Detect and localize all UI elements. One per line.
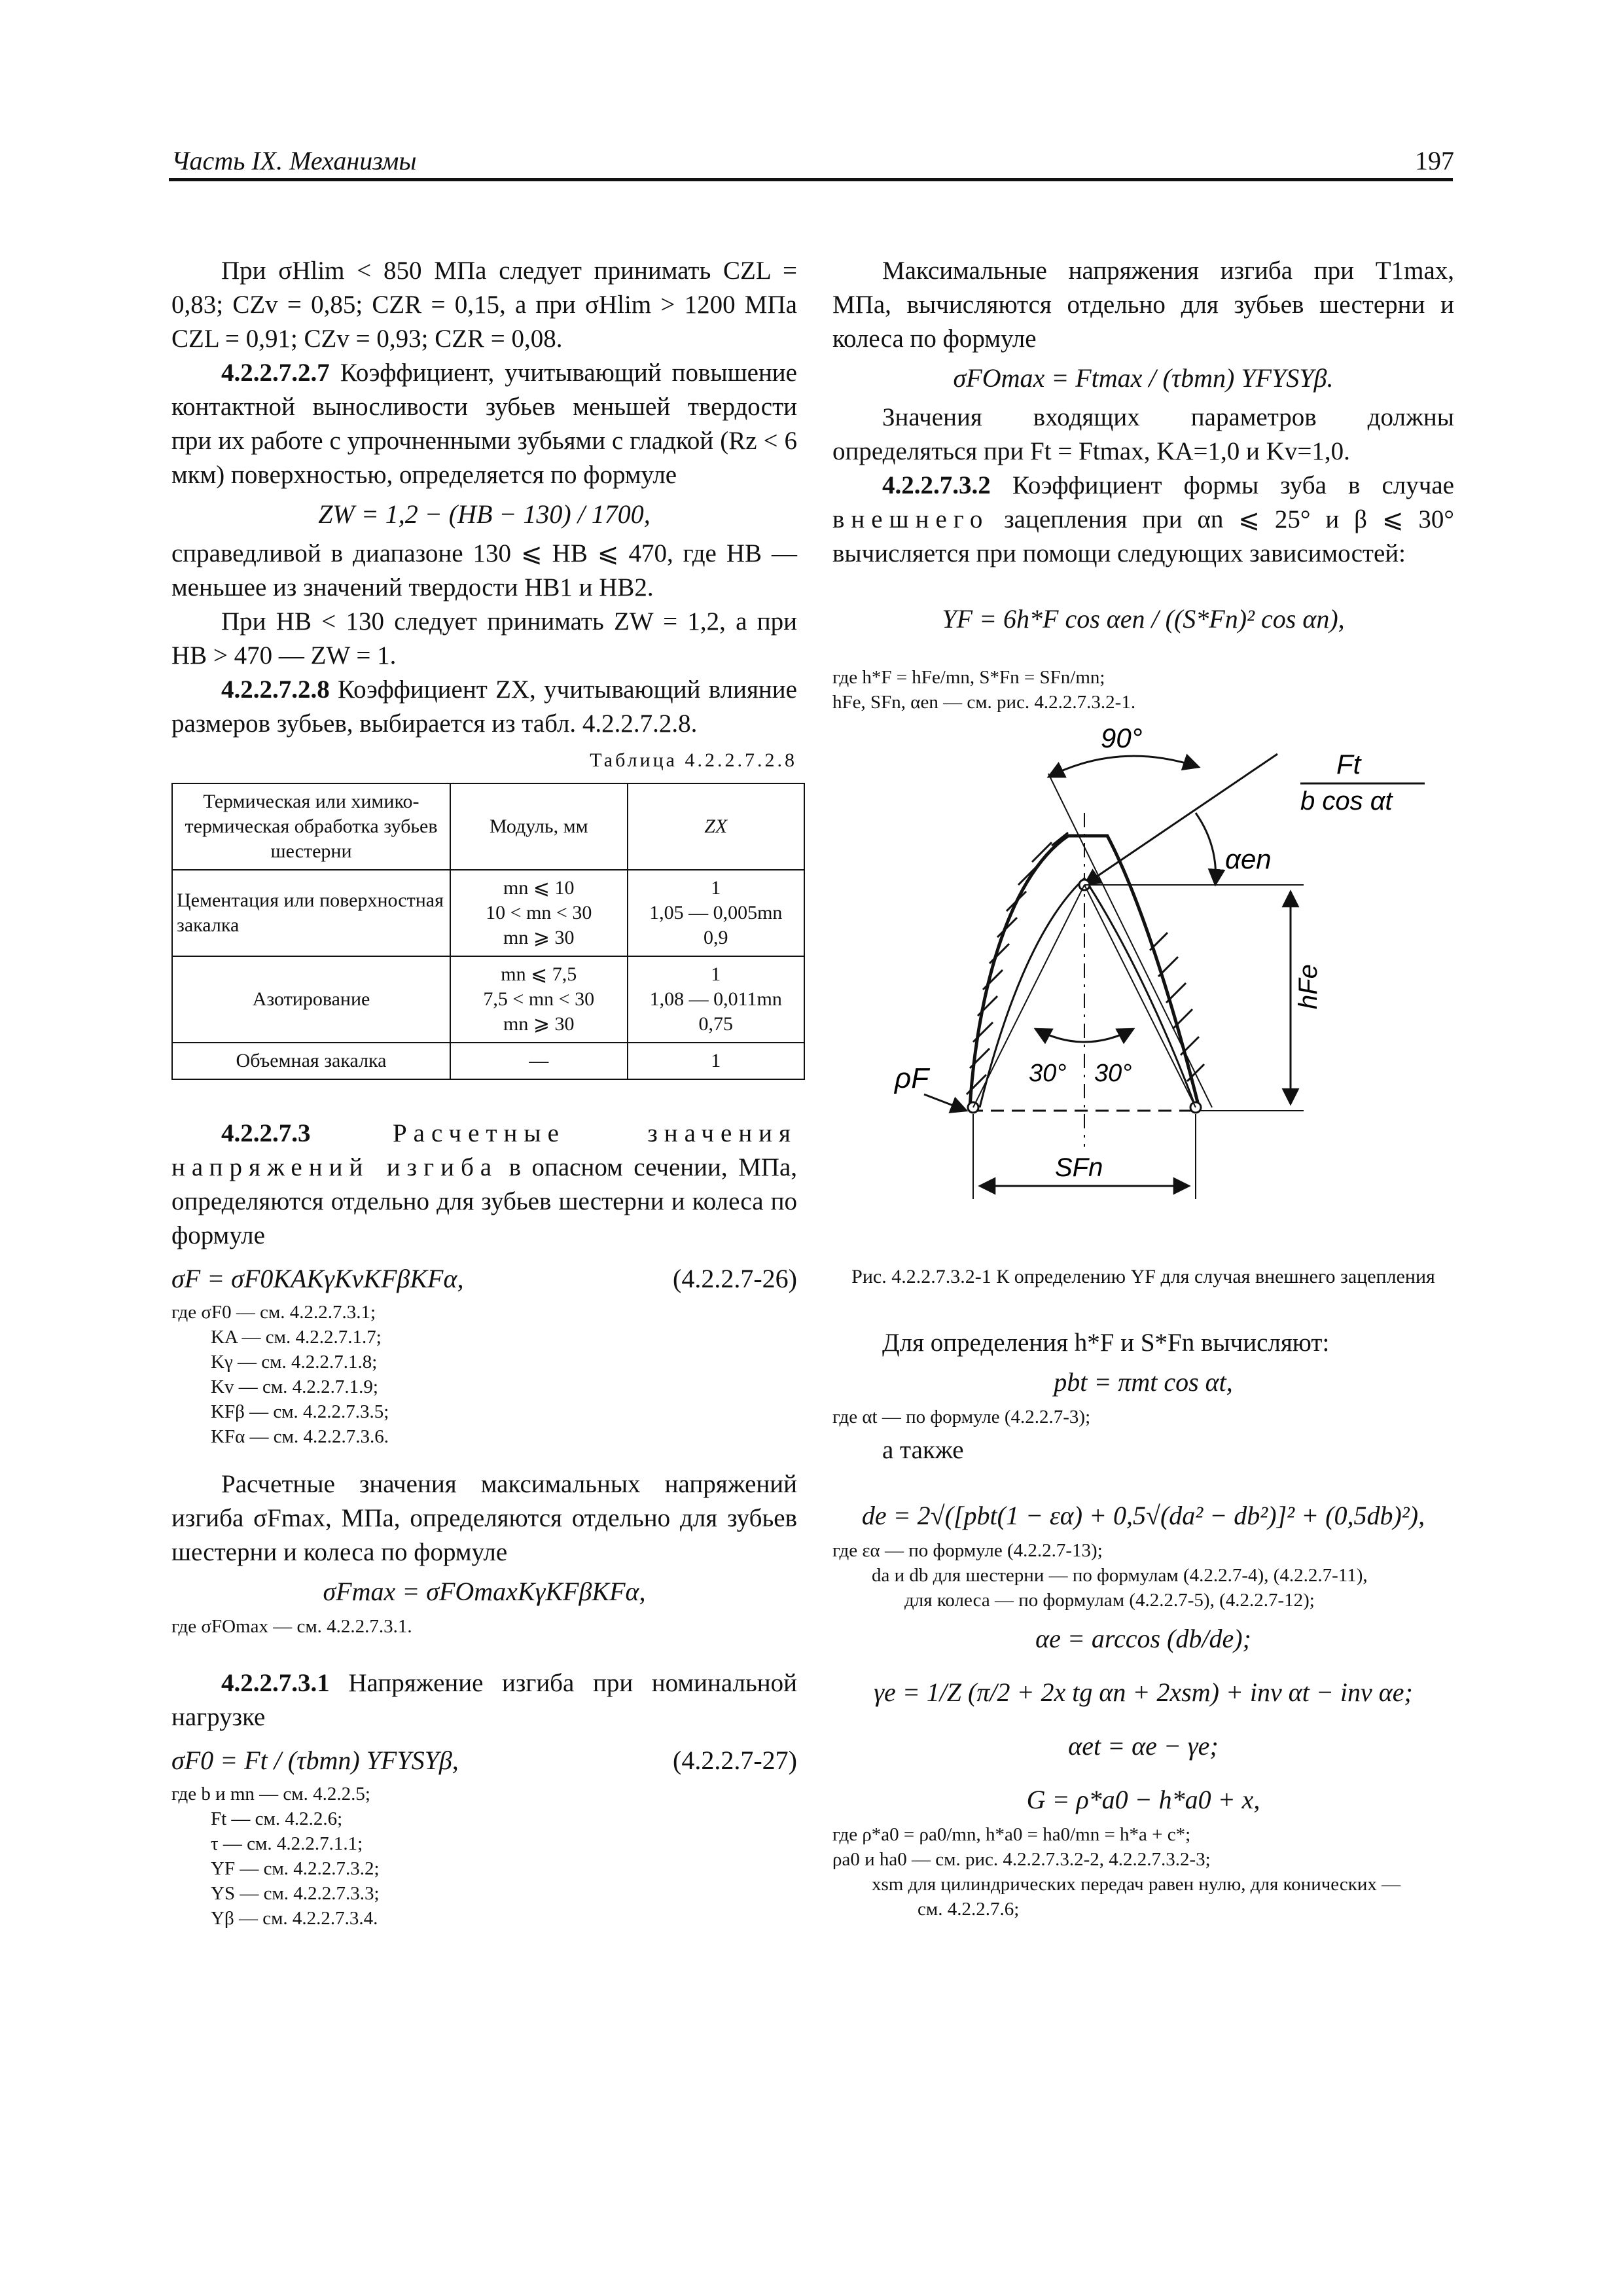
section-number: 4.2.2.7.2.7 — [221, 359, 330, 387]
table-row — [172, 870, 804, 956]
where-list: где σF0 — см. 4.2.2.7.3.1; KA — см. 4.2.2.7.1.7; Kγ — см. 4.2.2.7.1.8; Kv — см. 4.2.2.7.1.9; KFβ — см. 4.2.2.7.3.5; KFα — см. 4.2.2.7.3.6. — [171, 1302, 389, 1447]
table-cell: 1 1,05 — 0,005mn 0,9 — [628, 870, 805, 956]
formula-fomax: σFOmax = Ftmax / (τbmn) YFYSYβ. — [953, 363, 1334, 393]
where-list: где σFOmax — см. 4.2.2.7.3.1. — [171, 1616, 412, 1637]
section-number: 4.2.2.7.3.2 — [882, 471, 991, 499]
paragraph: 4.2.2.7.2.7 Коэффициент, учитывающий повышение контактной выносливости зубьев меньшей твердости при их работе с упрочненными зубьями с гладкой (Rz < 6 мкм) поверхностью, определяется по формуле — [171, 359, 797, 489]
paragraph: 4.2.2.7.3 Расчетные значения напряжений изгиба в опасном сечении, МПа, определяются отдельно для зубьев шестерни и колеса по формуле — [171, 1119, 798, 1249]
table-caption: Таблица 4.2.2.7.2.8 — [590, 749, 797, 771]
paragraph: 4.2.2.7.2.8 Коэффициент ZX, учитывающий влияние размеров зубьев, выбирается из табл. 4.2.2.7.2.8. — [171, 675, 797, 738]
formula-fmax: σFmax = σFOmaxKγKFβKFα, — [323, 1577, 646, 1606]
paragraph: Максимальные напряжения изгиба при T1max, МПа, вычисляются отдельно для зубьев шестерни и колеса по формуле — [832, 257, 1454, 353]
zx-table — [171, 783, 805, 1080]
label-ft: Ft — [1336, 749, 1361, 780]
paragraph: При σHlim < 850 МПа следует принимать CZL = 0,83; CZv = 0,85; CZR = 0,15, а при σHlim > 1200 МПа CZL = 0,91; CZv = 0,93; CZR = 0,08. — [171, 257, 797, 353]
paragraph: справедливой в диапазоне 130 ⩽ HB ⩽ 470, где HB — меньшее из значений твердости HB1 и HB2. — [171, 539, 797, 601]
table-row — [172, 956, 804, 1043]
paragraph: Расчетные значения максимальных напряжений изгиба σFmax, МПа, определяются отдельно для зубьев шестерни и колеса по формуле — [171, 1470, 797, 1566]
right-column — [832, 254, 1454, 1926]
table-cell: Объемная закалка — [172, 1043, 450, 1079]
formula-alpha-et: αet = αe − γe; — [1068, 1731, 1219, 1761]
formula-gamma-e: γe = 1/Z (π/2 + 2x tg αn + 2xsm) + inv αt − inv αe; — [874, 1677, 1413, 1707]
label-rho: ρF — [895, 1062, 929, 1094]
formula-de: de = 2√([pbt(1 − εα) + 0,5√(da² − db²)]² + (0,5db)²), — [861, 1501, 1425, 1530]
left-column — [171, 254, 797, 1935]
formula-pbt: pbt = πmt cos αt, — [1054, 1367, 1233, 1397]
paragraph: Для определения h*F и S*Fn вычисляют: — [882, 1329, 1330, 1357]
label-bcos: b cos αt — [1300, 787, 1393, 816]
label-30-right: 30° — [1094, 1060, 1132, 1087]
section-number: 4.2.2.7.2.8 — [221, 675, 330, 704]
table-cell: — — [450, 1043, 627, 1079]
table-row — [172, 1043, 804, 1079]
where-list: где αt — по формуле (4.2.2.7-3); — [832, 1407, 1091, 1427]
running-header-title: Часть IX. Механизмы — [171, 146, 417, 175]
formula-26: σF = σF0KAKγKvKFβKFα, (4.2.2.7-26) — [171, 1264, 797, 1293]
table-header: ZX — [628, 783, 805, 870]
formula-27: σF0 = Ft / (τbmn) YFYSYβ, (4.2.2.7-27) — [171, 1746, 797, 1775]
page-number: 197 — [1415, 146, 1454, 175]
table-cell: 1 — [628, 1043, 805, 1079]
paragraph: Значения входящих параметров должны определяться при Ft = Ftmax, KA=1,0 и Kv=1,0. — [832, 403, 1454, 465]
label-30-left: 30° — [1029, 1060, 1067, 1087]
table-cell: Азотирование — [172, 956, 450, 1043]
where-list: где εα — по формуле (4.2.2.7-13); da и db для шестерни — по формулам (4.2.2.7-4), (4.2.2.7-11), для колеса — по формулам (4.2.2.7-5), (4.2.2.7-12); — [832, 1540, 1368, 1611]
formula-zw: ZW = 1,2 − (HB − 130) / 1700, — [318, 499, 651, 529]
tooth-diagram — [832, 728, 1454, 1265]
label-hfe: hFe — [1294, 964, 1323, 1009]
table-header: Термическая или химико-термическая обработка зубьев шестерни — [172, 783, 450, 870]
formula-g: G = ρ*a0 − h*a0 + x, — [1026, 1785, 1260, 1814]
table-cell: mn ⩽ 10 10 < mn < 30 mn ⩾ 30 — [450, 870, 627, 956]
label-sfn: SFn — [1055, 1153, 1103, 1182]
table-cell: Цементация или поверхностная закалка — [172, 870, 450, 956]
figure-caption: Рис. 4.2.2.7.3.2-1 К определению YF для случая внешнего зацепления — [851, 1266, 1435, 1287]
where-list: где b и mn — см. 4.2.2.5; Ft — см. 4.2.2.6; τ — см. 4.2.2.7.1.1; YF — см. 4.2.2.7.3.2; YS — см. 4.2.2.7.3.3; Yβ — см. 4.2.2.7.3.4. — [171, 1784, 380, 1929]
label-90: 90° — [1101, 728, 1143, 753]
paragraph: 4.2.2.7.3.1 Напряжение изгиба при номинальной нагрузке — [171, 1669, 797, 1731]
tangent-line — [1048, 774, 1212, 1107]
header-rule — [169, 178, 1453, 181]
angle-aen-arc — [1196, 813, 1216, 885]
formula-yf: YF = 6h*F cos αen / ((S*Fn)² cos αn), — [942, 604, 1345, 634]
paragraph: а также — [882, 1436, 964, 1464]
paragraph: При HB < 130 следует принимать ZW = 1,2, а при HB > 470 — ZW = 1. — [171, 607, 797, 670]
table-cell: 1 1,08 — 0,011mn 0,75 — [628, 956, 805, 1043]
formula-alpha-e: αe = arccos (db/de); — [1035, 1624, 1251, 1653]
rho-arrow — [924, 1094, 967, 1111]
table-cell: mn ⩽ 7,5 7,5 < mn < 30 mn ⩾ 30 — [450, 956, 627, 1043]
section-number: 4.2.2.7.3 — [221, 1119, 311, 1147]
section-number: 4.2.2.7.3.1 — [221, 1669, 330, 1697]
table-header: Модуль, мм — [450, 783, 627, 870]
where-list: где h*F = hFe/mn, S*Fn = SFn/mn; hFe, SFn, αen — см. рис. 4.2.2.7.3.2-1. — [832, 667, 1136, 713]
angle-90-arc — [1048, 756, 1199, 777]
paragraph: 4.2.2.7.3.2 Коэффициент формы зуба в случае внешнего зацепления при αn ⩽ 25° и β ⩽ 30° вычисляется при помощи следующих зависимостей: — [832, 471, 1454, 567]
where-list: где ρ*a0 = ρa0/mn, h*a0 = ha0/mn = h*a + c*; ρa0 и ha0 — см. рис. 4.2.2.7.3.2-2, 4.2.2.7.3.2-3; xsm для цилиндрических передач равен нулю, для конических — см. 4.2.2.7.6; — [832, 1824, 1401, 1920]
table-header-row — [172, 783, 804, 870]
label-aen: αen — [1225, 844, 1272, 874]
hatching — [967, 833, 1204, 1094]
